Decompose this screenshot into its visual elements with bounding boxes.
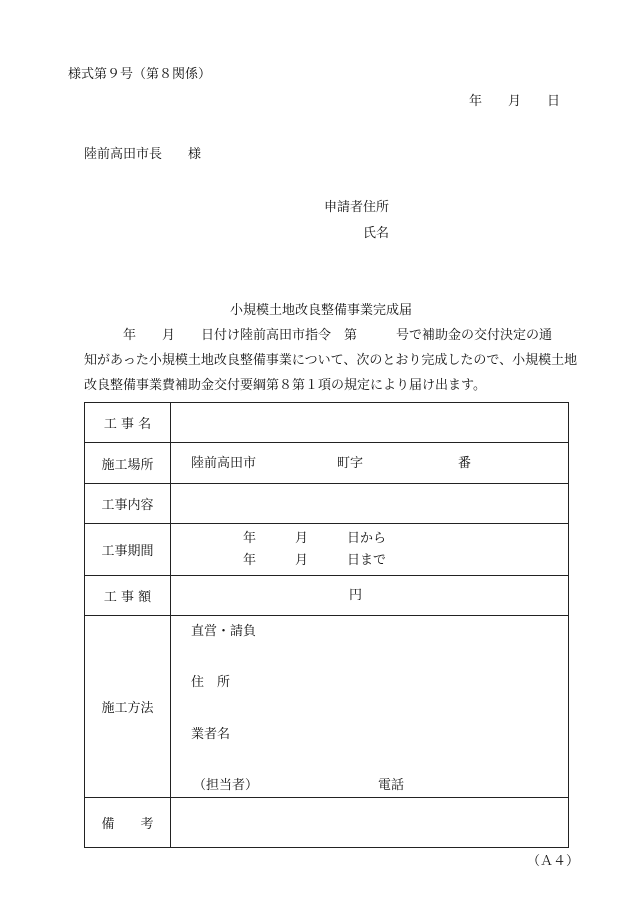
row-amount [85,576,569,616]
content-label: 工事内容 [85,484,171,524]
remarks-label: 備 考 [85,798,171,848]
method-type: 直営・請負 [191,624,257,639]
location-city: 陸前高田市 [191,456,257,471]
work-name-field[interactable] [171,403,569,443]
amount-field[interactable] [171,576,569,616]
row-period [85,524,569,576]
location-field[interactable] [171,443,569,484]
location-label: 施工場所 [85,443,171,484]
remarks-field[interactable] [171,798,569,848]
body-line-1: 年 月 日付け陸前高田市指令 第 号で補助金の交付決定の通 [84,328,553,343]
period-field[interactable] [171,524,569,576]
date-line: 年 月 日 [469,94,561,109]
addressee: 陸前高田市長 様 [84,147,202,162]
body-line-2: 知があった小規模土地改良整備事業について、次のとおり完成したので、小規模土地 [84,353,578,368]
location-town: 町字 [337,456,364,471]
row-work-name [85,403,569,443]
method-field[interactable] [171,616,569,798]
amount-label: 工 事 額 [85,576,171,616]
row-content [85,484,569,524]
document-title: 小規模土地改良整備事業完成届 [230,303,413,318]
method-person-in-charge: （担当者） [193,778,259,793]
period-to: 年 月 日まで [243,553,387,568]
method-address: 住 所 [191,675,231,690]
content-field[interactable] [171,484,569,524]
applicant-address-label: 申請者住所 [324,200,390,215]
location-number: 番 [458,456,472,471]
period-label: 工事期間 [85,524,171,576]
applicant-name-label: 氏名 [363,226,390,241]
paper-size: （Ａ４） [527,854,580,869]
period-from: 年 月 日から [243,531,387,546]
method-contractor: 業者名 [191,727,231,742]
method-label: 施工方法 [85,616,171,798]
completion-form-table [84,402,569,848]
form-number: 様式第９号（第８関係） [68,67,212,82]
row-remarks [85,798,569,848]
amount-unit: 円 [349,588,363,603]
row-method [85,616,569,798]
body-line-3: 改良整備事業費補助金交付要綱第８第１項の規定により届け出ます。 [84,378,486,393]
row-location [85,443,569,484]
work-name-label: 工 事 名 [85,403,171,443]
body-paragraph [84,323,584,398]
method-phone: 電話 [378,778,405,793]
